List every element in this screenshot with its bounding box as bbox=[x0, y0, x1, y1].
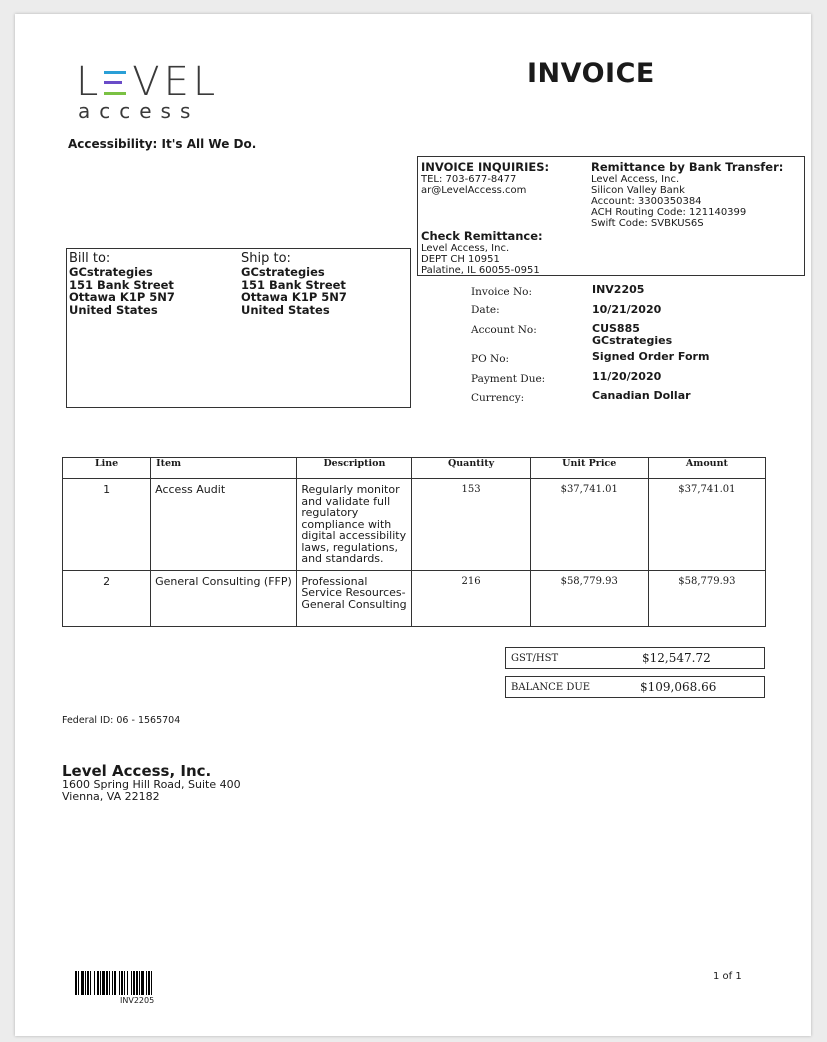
column-header-item: Item bbox=[151, 458, 297, 479]
page-indicator: 1 of 1 bbox=[713, 971, 742, 982]
barcode-bar bbox=[94, 971, 95, 995]
barcode-bar bbox=[114, 971, 116, 995]
inquiries-section bbox=[421, 160, 549, 196]
barcode-bar bbox=[146, 971, 147, 995]
barcode-bar bbox=[85, 971, 86, 995]
gst-hst-value: $12,547.72 bbox=[642, 651, 711, 665]
document-title: INVOICE bbox=[527, 58, 655, 89]
column-header-amount: Amount bbox=[648, 458, 765, 479]
barcode-bar bbox=[139, 971, 140, 995]
barcode-bar bbox=[75, 971, 77, 995]
ship-to-label: Ship to: bbox=[241, 251, 291, 266]
logo-wordmark bbox=[76, 59, 220, 105]
barcode-bar bbox=[112, 971, 113, 995]
account-no-value: CUS885 bbox=[592, 322, 640, 335]
date-value: 10/21/2020 bbox=[592, 303, 662, 316]
ship-to-line: 151 Bank Street bbox=[241, 277, 346, 292]
check-remittance-section bbox=[421, 229, 543, 276]
cell-quantity: 216 bbox=[412, 570, 530, 626]
remittance-info-box bbox=[417, 156, 805, 276]
barcode-bar bbox=[121, 971, 123, 995]
barcode-bar bbox=[141, 971, 144, 995]
company-address-line: Vienna, VA 22182 bbox=[62, 790, 160, 803]
company-address bbox=[62, 779, 241, 803]
account-no-label: Account No: bbox=[471, 324, 537, 336]
barcode-bar bbox=[136, 971, 138, 995]
date-label: Date: bbox=[471, 304, 500, 316]
po-no-label: PO No: bbox=[471, 353, 510, 365]
barcode-bar bbox=[151, 971, 152, 995]
cell-line: 2 bbox=[63, 570, 151, 626]
bank-line: Silicon Valley Bank bbox=[591, 185, 685, 196]
federal-id: Federal ID: 06 - 1565704 bbox=[62, 715, 181, 726]
cell-item: Access Audit bbox=[151, 479, 297, 571]
bill-to-line: GCstrategies bbox=[69, 265, 153, 279]
barcode-bar bbox=[90, 971, 91, 995]
column-header-unit-price: Unit Price bbox=[530, 458, 648, 479]
barcode-bar bbox=[78, 971, 79, 995]
cell-description: Regularly monitor and validate full regulatory compliance with digital accessibility laws, regulations, and standards. bbox=[297, 479, 412, 571]
check-heading: Check Remittance: bbox=[421, 229, 543, 243]
bill-to-label: Bill to: bbox=[69, 251, 111, 266]
barcode-image bbox=[75, 971, 209, 995]
barcode-bar bbox=[127, 971, 128, 995]
barcode-bar bbox=[119, 971, 120, 995]
logo-letter-l: L bbox=[76, 59, 103, 105]
barcode-bar bbox=[124, 971, 125, 995]
table-row bbox=[63, 570, 766, 626]
barcode-bar bbox=[97, 971, 99, 995]
barcode-bar bbox=[131, 971, 132, 995]
barcode-bar bbox=[81, 971, 84, 995]
bill-to-line: Ottawa K1P 5N7 bbox=[69, 290, 175, 304]
ship-to-block bbox=[241, 252, 347, 316]
invoice-page bbox=[15, 14, 811, 1036]
bank-line: Level Access, Inc. bbox=[591, 174, 680, 185]
ship-to-line: Ottawa K1P 5N7 bbox=[241, 290, 347, 304]
gst-hst-box bbox=[505, 647, 765, 669]
column-header-quantity: Quantity bbox=[412, 458, 530, 479]
cell-unit-price: $58,779.93 bbox=[530, 570, 648, 626]
logo-letters-vel: VEL bbox=[132, 59, 220, 105]
bank-line: ACH Routing Code: 121140399 bbox=[591, 207, 747, 218]
column-header-line: Line bbox=[63, 458, 151, 479]
invoice-no-label: Invoice No: bbox=[471, 286, 533, 298]
logo-bar bbox=[104, 71, 126, 74]
logo-bar bbox=[104, 92, 126, 95]
gst-hst-label: GST/HST bbox=[511, 653, 559, 664]
tagline: Accessibility: It's All We Do. bbox=[68, 137, 257, 151]
payment-due-value: 11/20/2020 bbox=[592, 370, 662, 383]
logo-e-bars bbox=[102, 62, 128, 102]
barcode-bar bbox=[133, 971, 135, 995]
payment-due-label: Payment Due: bbox=[471, 373, 546, 385]
company-address-line: 1600 Spring Hill Road, Suite 400 bbox=[62, 778, 241, 791]
table-header-row bbox=[63, 458, 766, 479]
table-row bbox=[63, 479, 766, 571]
cell-quantity: 153 bbox=[412, 479, 530, 571]
barcode-bar bbox=[100, 971, 101, 995]
ship-to-line: United States bbox=[241, 302, 330, 317]
balance-due-value: $109,068.66 bbox=[640, 680, 717, 694]
barcode-label: INV2205 bbox=[120, 996, 155, 1005]
bank-line: Account: 3300350384 bbox=[591, 196, 702, 207]
balance-due-box bbox=[505, 676, 765, 698]
invoice-no-value: INV2205 bbox=[592, 283, 645, 296]
logo-access-text: access bbox=[78, 99, 200, 123]
line-items-table bbox=[62, 457, 766, 627]
currency-label: Currency: bbox=[471, 392, 525, 404]
address-box bbox=[66, 248, 411, 408]
barcode-bar bbox=[109, 971, 110, 995]
inquiries-email[interactable]: ar@LevelAccess.com bbox=[421, 185, 527, 196]
cell-amount: $58,779.93 bbox=[648, 570, 765, 626]
currency-value: Canadian Dollar bbox=[592, 389, 691, 402]
ship-to-line: GCstrategies bbox=[241, 265, 325, 279]
cell-line: 1 bbox=[63, 479, 151, 571]
bank-line: Swift Code: SVBKUS6S bbox=[591, 218, 704, 229]
barcode-bar bbox=[148, 971, 150, 995]
inquiries-tel: TEL: 703-677-8477 bbox=[421, 174, 517, 185]
cell-unit-price: $37,741.01 bbox=[530, 479, 648, 571]
bank-transfer-section bbox=[591, 160, 783, 229]
bill-to-line: United States bbox=[69, 302, 158, 317]
po-no-value: Signed Order Form bbox=[592, 350, 710, 363]
check-line: Level Access, Inc. bbox=[421, 243, 510, 254]
bank-heading: Remittance by Bank Transfer: bbox=[591, 160, 784, 174]
cell-item: General Consulting (FFP) bbox=[151, 570, 297, 626]
logo-bar bbox=[104, 81, 122, 84]
account-name-value: GCstrategies bbox=[592, 334, 673, 347]
barcode-bar bbox=[102, 971, 105, 995]
column-header-description: Description bbox=[297, 458, 412, 479]
bill-to-line: 151 Bank Street bbox=[69, 277, 174, 292]
barcode-bar bbox=[87, 971, 89, 995]
inquiries-heading: INVOICE INQUIRIES: bbox=[421, 160, 550, 174]
check-line: Palatine, IL 60055-0951 bbox=[421, 265, 540, 276]
barcode-bar bbox=[106, 971, 108, 995]
bill-to-block bbox=[69, 252, 175, 316]
company-name: Level Access, Inc. bbox=[62, 762, 212, 780]
cell-description: Professional Service Resources-General Consulting bbox=[297, 570, 412, 626]
balance-due-label: BALANCE DUE bbox=[511, 682, 591, 693]
check-line: DEPT CH 10951 bbox=[421, 254, 500, 265]
cell-amount: $37,741.01 bbox=[648, 479, 765, 571]
